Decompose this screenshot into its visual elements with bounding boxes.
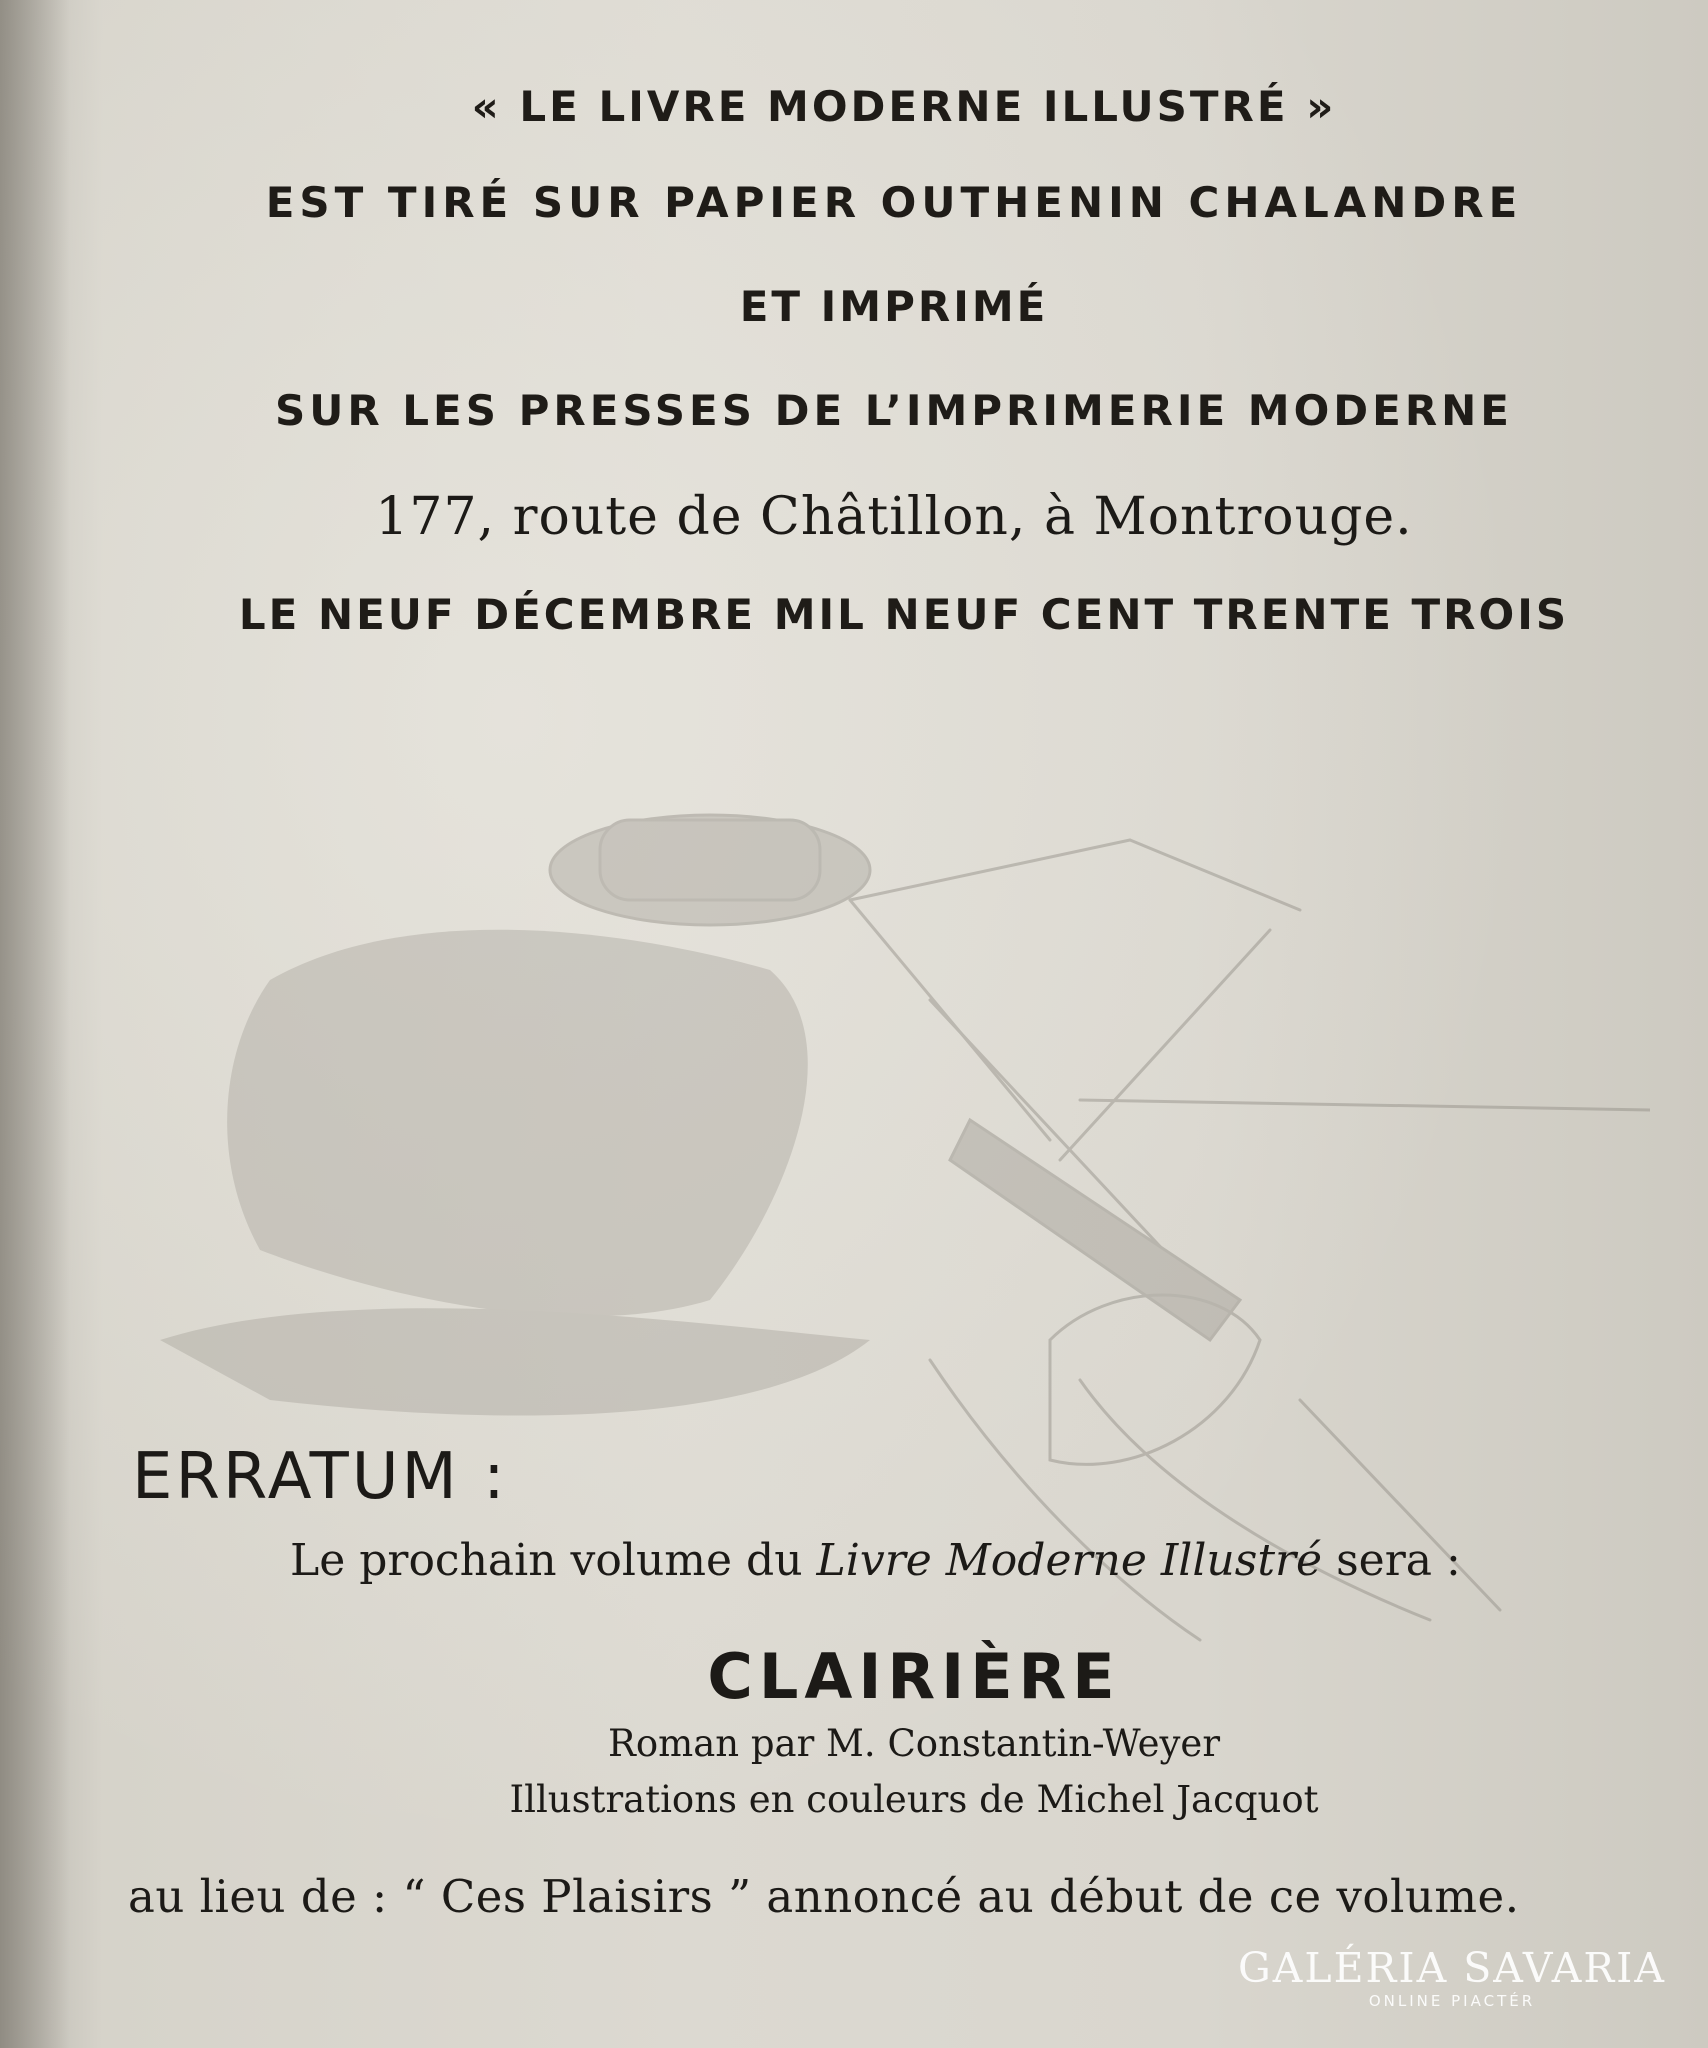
watermark-name: GALÉRIA SAVARIA [1238, 1944, 1666, 1992]
faded-sketch-illustration [150, 780, 1650, 1750]
next-volume-announcement [290, 1535, 1461, 1586]
series-title-italic: Livre Moderne Illustré [816, 1535, 1323, 1586]
watermark-subtitle: ONLINE PIACTÉR [1368, 1992, 1536, 2010]
watermark-logo [1238, 1944, 1666, 2010]
colophon-series-title: « LE LIVRE MODERNE ILLUSTRÉ » [471, 82, 1337, 131]
next-book-illustrator: Illustrations en couleurs de Michel Jacquot [509, 1778, 1319, 1821]
announcement-text-after: sera : [1322, 1535, 1461, 1586]
next-book-title: CLAIRIÈRE [707, 1640, 1121, 1713]
colophon-paper-line: EST TIRÉ SUR PAPIER OUTHENIN CHALANDRE [265, 178, 1523, 227]
erratum-heading: ERRATUM : [132, 1440, 508, 1514]
colophon-date: LE NEUF DÉCEMBRE MIL NEUF CENT TRENTE TROIS [238, 590, 1570, 639]
next-book-author: Roman par M. Constantin-Weyer [607, 1722, 1221, 1765]
colophon-printed-line: ET IMPRIMÉ [739, 282, 1049, 331]
erratum-correction: au lieu de : “ Ces Plaisirs ” annoncé au début de ce volume. [128, 1870, 1520, 1923]
colophon-address: 177, route de Châtillon, à Montrouge. [375, 487, 1413, 547]
announcement-text-before: Le prochain volume du [290, 1535, 817, 1586]
colophon-press-line: SUR LES PRESSES DE L’IMPRIMERIE MODERNE [274, 386, 1514, 435]
